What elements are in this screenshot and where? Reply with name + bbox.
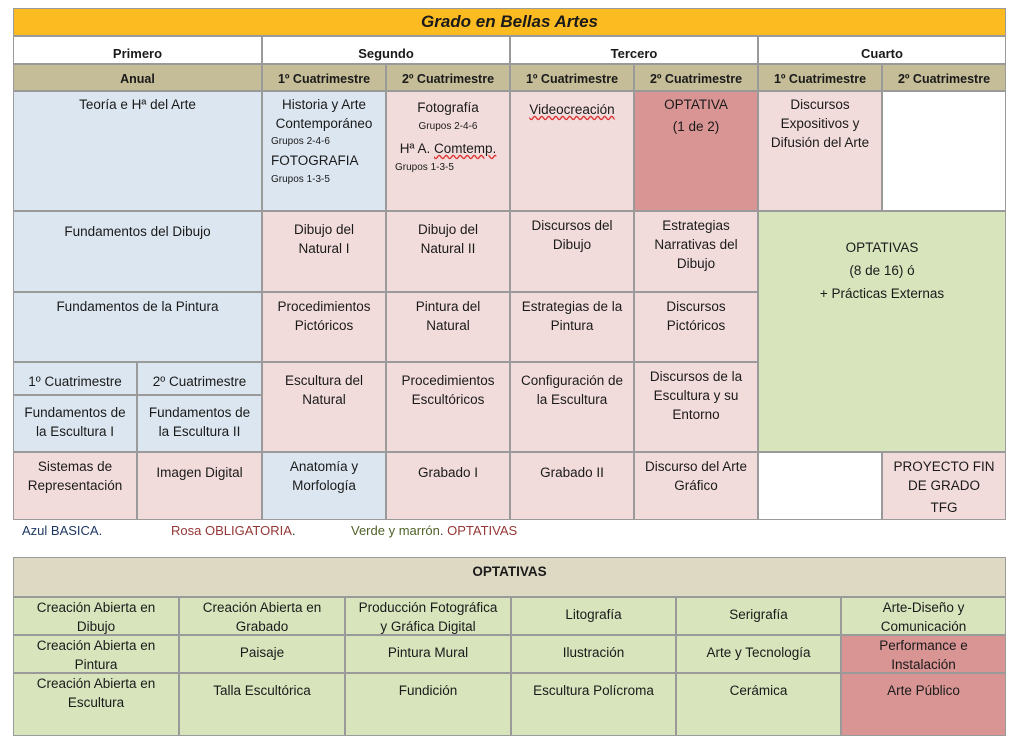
course-proyecto-fin-grado (882, 452, 1006, 520)
optativa-course (179, 635, 345, 673)
course-grabado-1 (386, 452, 510, 520)
legend-optativas (351, 523, 517, 538)
course-discursos-dibujo (510, 211, 634, 292)
course-label: Historia y Arte (281, 97, 367, 112)
optativa-course (179, 673, 345, 736)
legend-obligatoria (171, 523, 296, 538)
course-label: Discursos del (531, 218, 613, 233)
course-label: Fundamentos de (24, 405, 126, 420)
course-label: Difusión del Arte (770, 135, 870, 150)
group-label: Grupos 2-4-6 (418, 121, 478, 132)
semester-header-4-s2 (882, 64, 1006, 91)
course-label: PROYECTO FIN (893, 459, 995, 474)
course-label: Paisaje (239, 645, 285, 660)
course-label: + Prácticas Externas (819, 286, 945, 301)
course-label: la Escultura (536, 392, 608, 407)
semester-label: 1º Cuatrimestre (773, 72, 867, 86)
course-discursos-escultura (634, 362, 758, 452)
course-label: Creación Abierta en (36, 676, 156, 691)
optativa-course (511, 673, 676, 736)
course-imagen-digital (137, 452, 262, 520)
course-label: Pintura (74, 657, 118, 672)
semester-label: 1º Cuatrimestre (525, 72, 619, 86)
legend-label: . (439, 523, 448, 538)
course-label: Fotografía (417, 100, 479, 115)
year-header-primero (13, 36, 262, 64)
empty-cell (882, 91, 1006, 211)
optativa-course (179, 597, 345, 635)
course-label: la Escultura I (35, 424, 115, 439)
course-label: Comunicación (880, 619, 967, 634)
course-label: Fundición (398, 683, 458, 698)
course-historia-arte-contemporaneo (262, 91, 386, 211)
year-label: Primero (112, 46, 163, 61)
course-label: OPTATIVA (664, 97, 728, 112)
optativa-course (676, 673, 841, 736)
course-label: Representación (27, 478, 123, 493)
course-estrategias-pintura (510, 292, 634, 362)
course-label: Arte y Tecnología (706, 645, 811, 660)
course-label: Entorno (672, 407, 720, 422)
course-configuracion-escultura (510, 362, 634, 452)
optativa-course (511, 635, 676, 673)
course-label: y Gráfica Digital (380, 619, 476, 634)
course-label: Fundamentos de la Pintura (56, 299, 219, 314)
semester-label-s2 (137, 362, 262, 395)
course-label: Pictóricos (666, 318, 726, 333)
course-label: OPTATIVAS (845, 240, 919, 255)
course-label: Fundamentos del Dibujo (64, 224, 211, 239)
course-label: Pictóricos (294, 318, 354, 333)
course-procedimientos-pictoricos (262, 292, 386, 362)
optativa-course (841, 597, 1006, 635)
course-fundamentos-escultura-1 (13, 395, 137, 452)
legend-label: OBLIGATORIA (204, 523, 292, 538)
legend-label: Rosa (171, 523, 205, 538)
course-label: Dibujo (552, 237, 592, 252)
semester-header-4-s1 (758, 64, 882, 91)
course-label: Contemporáneo (275, 116, 373, 131)
course-label: Escultura y su (653, 388, 739, 403)
optativa-course (345, 673, 511, 736)
semester-label: 2º Cuatrimestre (401, 72, 495, 86)
optativa-course (511, 597, 676, 635)
year-header-tercero (510, 36, 758, 64)
course-label: Discurso del Arte (644, 459, 748, 474)
course-discursos-pictoricos (634, 292, 758, 362)
semester-label: 2º Cuatrimestre (897, 72, 991, 86)
course-label: Dibujo (76, 619, 116, 634)
course-label: Narrativas del (654, 237, 738, 252)
course-label: Natural I (298, 241, 350, 256)
table-title: OPTATIVAS (472, 564, 547, 579)
course-label: la Escultura II (158, 424, 241, 439)
course-label: Dibujo del (417, 222, 479, 237)
course-label: Estrategias de la (521, 299, 623, 314)
optativa-course (841, 673, 1006, 736)
course-label: Estrategias (662, 218, 730, 233)
course-discursos-expositivos (758, 91, 882, 211)
course-label: Dibujo del (293, 222, 355, 237)
course-sistemas-representacion (13, 452, 137, 520)
semester-header-2-s1 (262, 64, 386, 91)
title-text: Grado en Bellas Artes (421, 12, 598, 31)
semester-label-s1 (13, 362, 137, 395)
course-pintura-natural (386, 292, 510, 362)
course-label: Morfología (292, 478, 356, 493)
course-fundamentos-pintura (13, 292, 262, 362)
course-label: Creación Abierta en (202, 600, 322, 615)
legend-label: . (291, 523, 296, 538)
course-label: Discursos de la (649, 369, 743, 384)
semester-label: Anual (120, 72, 155, 86)
semester-label: 2º Cuatrimestre (152, 374, 247, 389)
course-label: Dibujo (676, 256, 716, 271)
course-label: Discursos (790, 97, 850, 112)
semester-label: 1º Cuatrimestre (28, 374, 122, 389)
course-label-part: Comtemp. (433, 141, 497, 156)
optativa-course (676, 635, 841, 673)
course-label: Configuración de (520, 373, 624, 388)
course-label (391, 139, 505, 158)
course-label: Arte Público (887, 683, 960, 698)
course-dibujo-natural-2 (386, 211, 510, 292)
course-label: Natural (426, 318, 470, 333)
course-label: Teoría e Hª del Arte (79, 97, 196, 112)
course-label: Arte-Diseño y (882, 600, 965, 615)
semester-label: 2º Cuatrimestre (649, 72, 743, 86)
course-label: Natural II (420, 241, 476, 256)
course-label: (8 de 16) ó (849, 263, 915, 278)
course-label: Talla Escultórica (213, 683, 311, 698)
course-label: Sistemas de (37, 459, 113, 474)
course-label: Pintura del (415, 299, 481, 314)
course-label: Escultura del (284, 373, 364, 388)
course-fotografia (386, 91, 510, 211)
course-label: Imagen Digital (156, 465, 243, 480)
optativa-course (841, 635, 1006, 673)
optativa-course (345, 597, 511, 635)
course-escultura-natural (262, 362, 386, 452)
course-videocreacion (510, 91, 634, 211)
semester-label: 1º Cuatrimestre (277, 72, 371, 86)
course-dibujo-natural-1 (262, 211, 386, 292)
course-label: Creación Abierta en (36, 600, 156, 615)
course-label: Grabado I (417, 465, 479, 480)
course-label: Ilustración (562, 645, 625, 660)
course-label: Pintura (550, 318, 594, 333)
semester-header-3-s1 (510, 64, 634, 91)
course-label: (1 de 2) (672, 119, 720, 134)
course-label: Performance e (879, 638, 968, 653)
course-fundamentos-escultura-2 (137, 395, 262, 452)
course-label: Procedimientos (401, 373, 495, 388)
optativa-course (676, 597, 841, 635)
course-label: Anatomía y (289, 459, 359, 474)
semester-header-2-s2 (386, 64, 510, 91)
course-label: Serigrafía (729, 607, 788, 622)
course-label: FOTOGRAFIA (271, 153, 359, 168)
optativas-block (758, 211, 1006, 452)
course-label: Producción Fotográfica (358, 600, 498, 615)
group-label: Grupos 1-3-5 (395, 162, 454, 173)
course-teoria-historia-arte (13, 91, 262, 211)
optativa-course (345, 635, 511, 673)
course-discurso-arte-grafico (634, 452, 758, 520)
course-label: Discursos (666, 299, 726, 314)
course-label: Pintura Mural (387, 645, 469, 660)
course-label: Escultura (67, 695, 125, 710)
year-label: Cuarto (861, 46, 903, 61)
course-label-part: Hª A. (399, 141, 434, 156)
legend-basica (22, 523, 102, 538)
optativa-course (13, 635, 179, 673)
semester-header-anual (13, 64, 262, 91)
course-anatomia-morfologia (262, 452, 386, 520)
course-label: Expositivos y (780, 116, 860, 131)
course-label: Videocreación (529, 102, 615, 117)
empty-cell (758, 452, 882, 520)
course-label: Litografía (565, 607, 622, 622)
course-label: Cerámica (729, 683, 788, 698)
legend-label: OPTATIVAS (447, 523, 518, 538)
course-label: Grabado (235, 619, 289, 634)
course-label: Escultóricos (411, 392, 485, 407)
year-header-segundo (262, 36, 510, 64)
course-label: Creación Abierta en (36, 638, 156, 653)
course-label: Procedimientos (277, 299, 371, 314)
course-estrategias-narrativas (634, 211, 758, 292)
semester-header-3-s2 (634, 64, 758, 91)
legend-label: Azul BASICA. (22, 523, 103, 538)
year-label: Segundo (358, 46, 414, 61)
course-label: Natural (302, 392, 346, 407)
group-label: Grupos 2-4-6 (271, 136, 330, 147)
course-label: Fundamentos de (148, 405, 251, 420)
year-header-cuarto (758, 36, 1006, 64)
optativas-table-title (13, 557, 1006, 597)
course-label: Gráfico (674, 478, 718, 493)
optativa-course (13, 673, 179, 736)
course-fundamentos-dibujo (13, 211, 262, 292)
legend-label: Verde y marrón (351, 523, 440, 538)
course-label: Escultura Polícroma (533, 683, 654, 698)
course-grabado-2 (510, 452, 634, 520)
course-label: Instalación (891, 657, 956, 672)
year-label: Tercero (610, 46, 658, 61)
group-label: Grupos 1-3-5 (271, 174, 330, 185)
page-title (13, 8, 1006, 36)
course-optativa-1-de-2 (634, 91, 758, 211)
course-label: DE GRADO (907, 478, 980, 493)
course-label: Grabado II (540, 465, 604, 480)
course-label: TFG (930, 500, 958, 515)
optativa-course (13, 597, 179, 635)
course-procedimientos-escultoricos (386, 362, 510, 452)
